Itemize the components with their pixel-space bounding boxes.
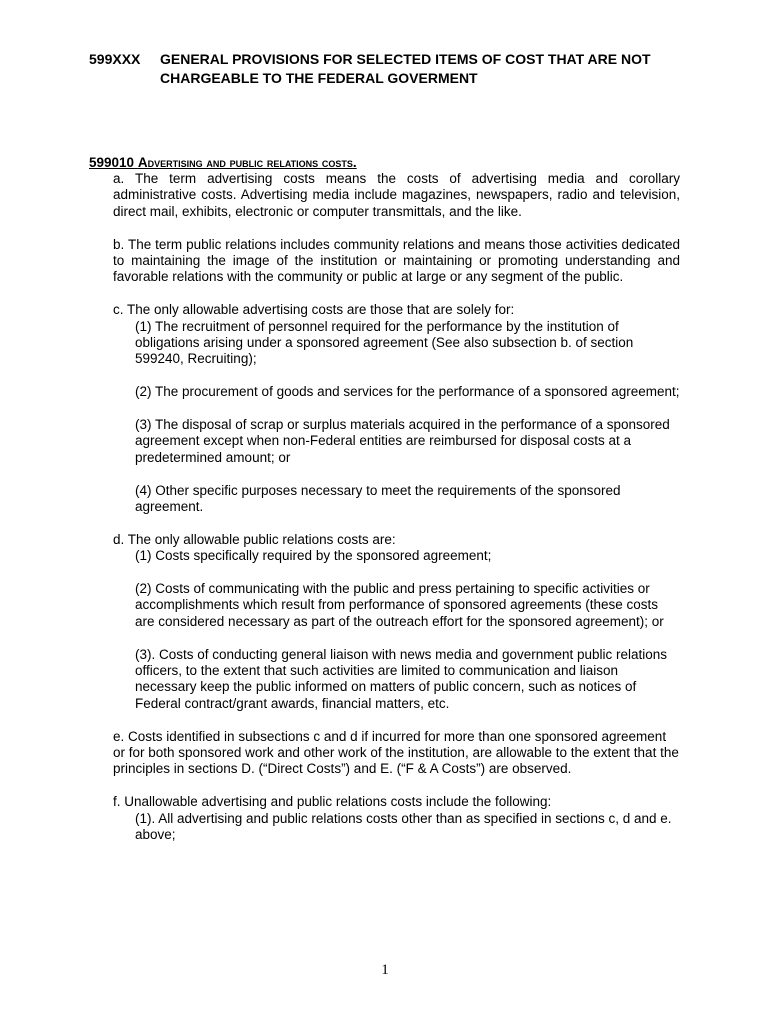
paragraph-d-item: (1) Costs specifically required by the sponsored agreement; bbox=[135, 548, 492, 564]
header-title: GENERAL PROVISIONS FOR SELECTED ITEMS OF COST THAT ARE NOT CHARGEABLE TO THE FEDERAL GOVERMENT bbox=[160, 51, 651, 86]
paragraph-c-intro: c. The only allowable advertising costs are those that are solely for: bbox=[113, 302, 515, 318]
header-code: 599XXX bbox=[89, 51, 141, 67]
paragraph-f-intro: f. Unallowable advertising and public relations costs include the following: bbox=[113, 794, 552, 810]
paragraph-f-item: (1). All advertising and public relations costs other than as specified in sections c, d and e. above; bbox=[135, 810, 672, 843]
paragraph-c-item: (1) The recruitment of personnel required for the performance by the institution of obligations arising under a sponsored agreement (See also subsection b. of section 599240, Recruiting); bbox=[135, 318, 634, 367]
paragraph-a: a. The term advertising costs means the costs of advertising media and corollary administrative costs. Advertising media include magazines, newspapers, radio and television, direct mail, exhibits, electronic or computer transmittals, and the like. bbox=[113, 171, 680, 219]
paragraph-c-item: (4) Other specific purposes necessary to meet the requirements of the sponsored agreement. bbox=[135, 482, 621, 515]
section-code: 599010 bbox=[89, 155, 135, 170]
section-period: . bbox=[352, 155, 357, 170]
section-title: Advertising and public relations costs bbox=[137, 155, 353, 170]
page-number: 1 bbox=[381, 962, 389, 978]
section-heading bbox=[89, 155, 357, 171]
paragraph-b: b. The term public relations includes community relations and means those activities dedicated to maintaining the image of the institution or maintaining or promoting understanding and favorable relations with the community or public at large or any segment of the public. bbox=[113, 236, 680, 285]
paragraph-d-intro: d. The only allowable public relations costs are: bbox=[113, 531, 396, 547]
paragraph-d-item: (3). Costs of conducting general liaison with news media and government public relations officers, to the extent that such activities are limited to communication and liaison necessary keep the public informed on matters of public concern, such as notices of Federal contract/grant awards, financial matters, etc. bbox=[135, 646, 668, 711]
paragraph-e: e. Costs identified in subsections c and d if incurred for more than one sponsored agreement or for both sponsored work and other work of the institution, are allowable to the extent that the principles in sections D. (“Direct Costs”) and E. (“F & A Costs”) are observed. bbox=[113, 728, 679, 777]
paragraph-c-item: (2) The procurement of goods and services for the performance of a sponsored agreement; bbox=[135, 384, 680, 400]
document-body bbox=[113, 171, 680, 844]
paragraph-d-item: (2) Costs of communicating with the public and press pertaining to specific activities or accomplishments which result from performance of sponsored agreements (these costs are considered necessary as part of the outreach effort for the sponsored agreement); or bbox=[135, 581, 664, 629]
paragraph-c-item: (3) The disposal of scrap or surplus materials acquired in the performance of a sponsored agreement except when non-Federal entities are reimbursed for disposal costs at a predetermined amount; or bbox=[135, 417, 670, 465]
